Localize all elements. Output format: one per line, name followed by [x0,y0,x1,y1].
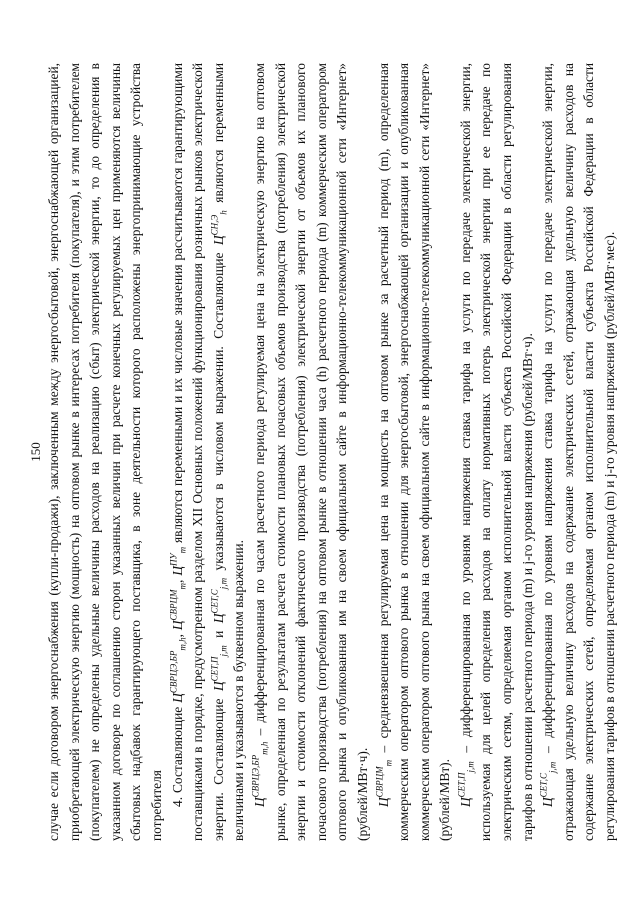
symbol-c-pu: $Ц^{ПУ}_m$ [168,546,188,576]
paragraph-2: 4. Составляющие $Ц^{СВРЦЭ,БР}_{m,h}$, $Ц^{СВРЦМ}_m$, $Ц^{ПУ}_m$ являются переменными и их числовые значения рассчитываются гарантирующими поставщиками в порядке, предусмотренном разделом XII Основных положений функционирования розничных рынков электрической энергии. Составляющие $Ц^{СЕТ,П}_{j,m}$ и $Ц^{СЕТ,С}_{j,m}$ указываются в числовом выражении. Составляющие $Ц^{СН,Э}_h$ являются переменными величинами и указываются в буквенном выражении. [168,63,247,841]
symbol-c-svrce-br: $Ц^{СВРЦЭ,БР}_{m,h}$ [168,637,188,703]
paragraph-5-definition: $Ц^{СЕТ,П}_{j,m}$ – дифференцированная по уровням напряжения ставка тарифа на услуги по передаче электрической энергии, используемая для целей определения расходов на оплату нормативных потерь электрической энергии при ее передаче по электрическим сетям, определяемая органом исполнительной власти субъекта Российской Федерации в области регулирования тарифов в отношении расчетного периода (m) и j-го уровня напряжения (рублей/МВт·ч). [456,63,535,841]
symbol-c-set-s: $Ц^{СЕТ,С}_{j,m}$ [209,577,229,624]
symbol-c-set-p-def: $Ц^{СЕТ,П}_{j,m}$ [456,761,476,807]
symbol-c-set-p: $Ц^{СЕТ,П}_{j,m}$ [209,645,229,692]
rotated-document-page [28,57,618,847]
symbol-c-svrcm: $Ц^{СВРЦМ}_m$ [168,582,188,631]
page-number: 150 [28,442,43,462]
paragraph-1: случае если договором энергоснабжения (купли-продажи), заключенным между энергосбытовой, энергоснабжающей организацией, приобретающей электрическую энергию (мощность) на оптовом рынке в интересах потребителя (покупателя), и этим потребителем (покупателем) не определены удельные величины расходов на реализацию (сбыт) электрической энергии, то до определения в указанном договоре по соглашению сторон указанных величин при расчете конечных регулируемых цен применяются величины сбытовых надбавок гарантирующего поставщика, в зоне деятельности которого расположены энергопринимающие устройства потребителя [46,63,164,841]
paragraph-4-definition: $Ц^{СВРЦМ}_m$ – средневзвешенная регулируемая цена на мощность на оптовом рынке за расчетный период (m), определенная коммерческим оператором оптового рынка в отношении для энергосбытовой, энергоснабжающей организации и опубликованная коммерческим оператором оптового рынка на своем официальном сайте в информационно-телекоммуникационной сети «Интернет» (рублей/МВт). [374,63,453,841]
symbol-c-set-s-def: $Ц^{СЕТ,С}_{j,m}$ [538,761,558,807]
symbol-c-svrce-br-def: $Ц^{СВРЦЭ,БР}_{m,h}$ [250,741,270,807]
paragraph-6-definition: $Ц^{СЕТ,С}_{j,m}$ – дифференцированная по уровням напряжения ставка тарифа на услуги по передаче электрической энергии, отражающая удельную величину расходов на содержание электрических сетей, отражающая удельную величину расходов на содержание электрических сетей, определяемая органом исполнительной власти субъекта Российской Федерации в области регулирования тарифов в отношении расчетного периода (m) и j-го уровня напряжения (рублей/МВт·мес). [538,63,618,841]
document-body [44,63,621,841]
symbol-c-svrcm-def: $Ц^{СВРЦМ}_m$ [374,759,394,807]
paragraph-3-definition: $Ц^{СВРЦЭ,БР}_{m,h}$ – дифференцированная по часам расчетного периода регулируемая цена на электрическую энергию на оптовом рынке, определенная по результатам расчета стоимости плановых почасовых объемов производства (потребления) электрической энергии и стоимости отклонений фактического производства (потребления) электрической энергии от объемов их планового почасового производства (потребления) на оптовом рынке в отношении часа (h) расчетного периода (m) коммерческим оператором оптового рынка и опубликованная им на своем официальном сайте в информационно-телекоммуникационной сети «Интернет» (рублей/МВт·ч). [250,63,370,841]
symbol-c-sn-e: $Ц^{СН,Э}_h$ [209,210,229,246]
